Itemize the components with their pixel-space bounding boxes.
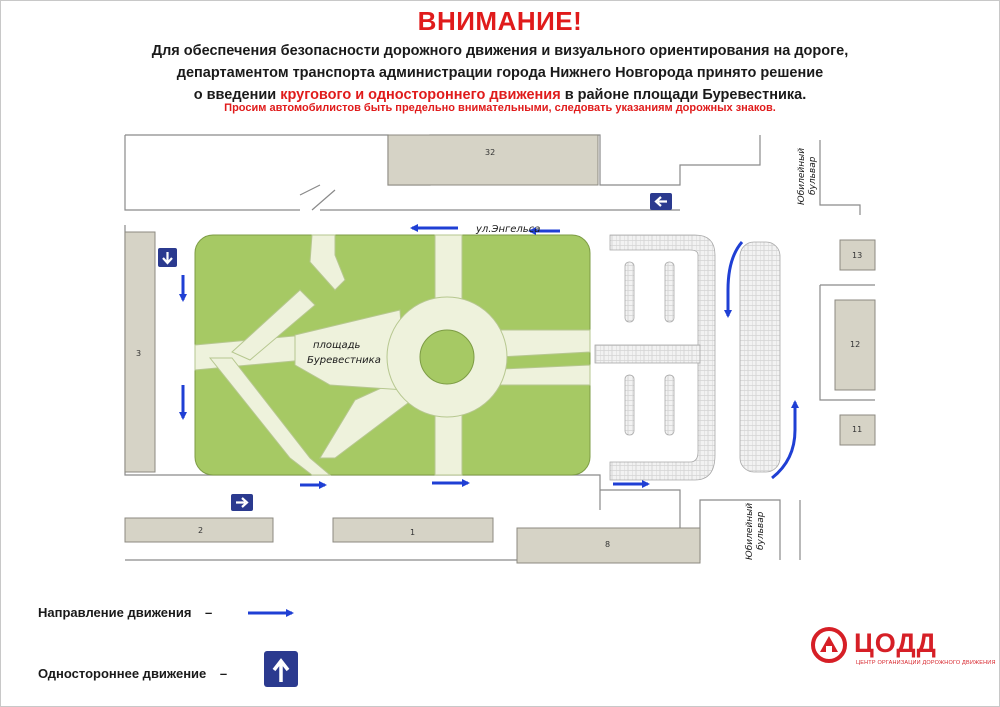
blvd-top-label-2: бульвар	[808, 156, 818, 195]
legend-direction-text: Направление движения	[38, 605, 192, 620]
roundabout-center	[420, 330, 474, 384]
notice-highlight: кругового и одностороннего движения	[280, 87, 561, 103]
street-label-engelsa: ул.Энгельса	[476, 224, 541, 235]
page-title: ВНИМАНИЕ!	[417, 6, 583, 36]
oneway-sign-south	[231, 494, 253, 511]
building-label-13: 13	[852, 251, 863, 260]
logo-emblem	[813, 629, 845, 661]
legend-direction-label	[38, 605, 212, 620]
blvd-bottom-label-1: Юбилейный	[745, 502, 755, 560]
blvd-top-label-1: Юбилейный	[797, 147, 807, 205]
legend-oneway-text: Одностороннее движение	[38, 666, 207, 681]
building-32	[388, 135, 598, 185]
oneway-sign-north	[650, 193, 672, 210]
notice-line-3-prefix: о введении	[193, 87, 277, 103]
building-label-1: 1	[410, 528, 416, 537]
building-label-2: 2	[198, 526, 204, 535]
logo-name: ЦОДД	[854, 628, 937, 658]
blvd-bottom-label-2: бульвар	[756, 511, 766, 550]
legend-direction-dash: –	[205, 605, 213, 620]
notice-line-1: Для обеспечения безопасности дорожного движения и визуального ориентирования на дороге,	[151, 43, 849, 59]
square-label-2: Буревестника	[307, 355, 381, 366]
notice-line-2: департаментом транспорта администрации города Нижнего Новгорода принято решение	[176, 65, 824, 81]
building-label-3: 3	[136, 349, 142, 358]
legend-oneway-dash: –	[219, 666, 228, 681]
notice-line-3-suffix: в районе площади Буревестника.	[564, 87, 807, 103]
logo-subtitle: ЦЕНТР ОРГАНИЗАЦИИ ДОРОЖНОГО ДВИЖЕНИЯ	[856, 660, 996, 666]
warning-text: Просим автомобилистов быть предельно внимательными, следовать указаниям дорожных знаков.	[224, 102, 776, 114]
building-label-8: 8	[605, 540, 611, 549]
legend-oneway-sign	[264, 651, 298, 687]
building-label-32: 32	[485, 148, 496, 157]
pedestrian-plaza	[595, 235, 780, 480]
building-label-11: 11	[852, 425, 863, 434]
square-label-1: площадь	[313, 340, 361, 351]
legend-oneway-label	[38, 666, 227, 681]
building-label-12: 12	[850, 340, 861, 349]
oneway-sign-west	[158, 248, 177, 267]
